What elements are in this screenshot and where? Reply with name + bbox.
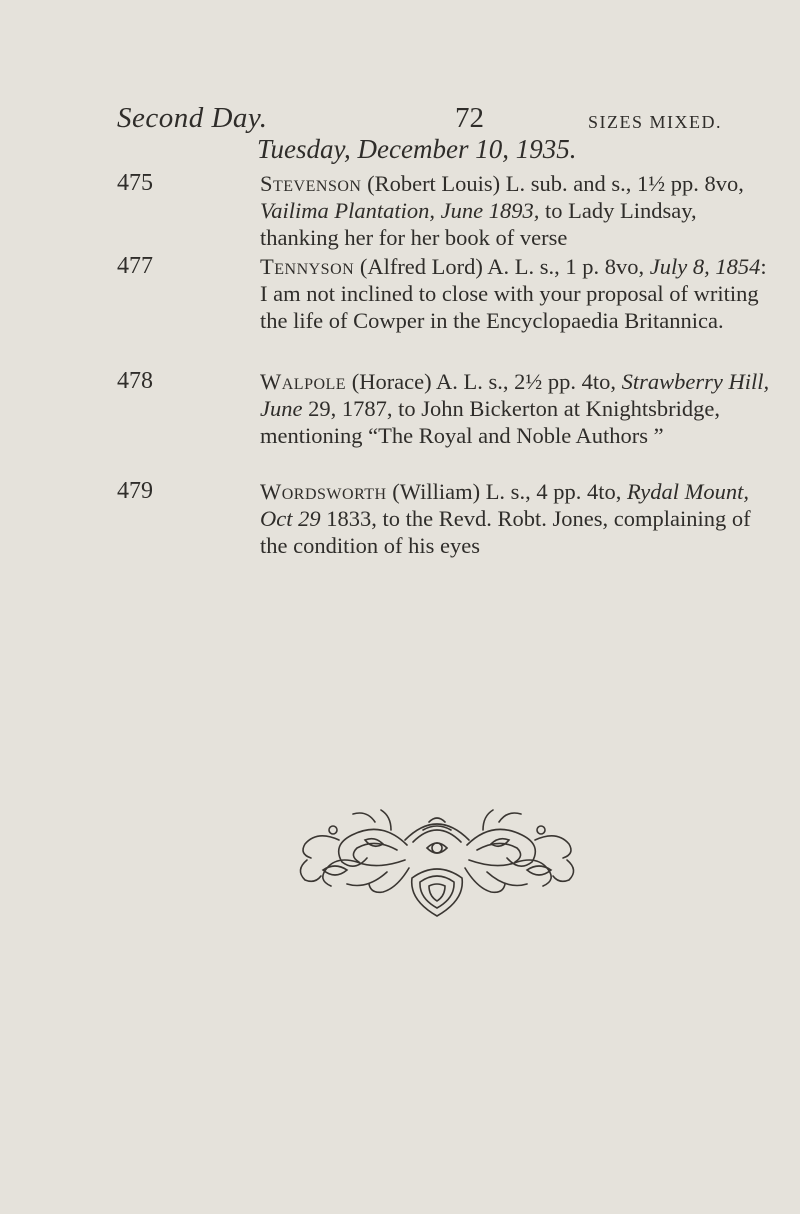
lot-rest: 29, 1787, to John Bickerton at Knightsbridge, mentioning “The Royal and Noble Authors ” xyxy=(260,396,720,448)
lot-author: Stevenson xyxy=(260,171,362,196)
lot-place-date: Vailima Plantation, June 1893, xyxy=(260,198,540,223)
lot-place-date: Strawberry Hill, June xyxy=(260,369,770,421)
lot-number: 477 xyxy=(117,253,153,279)
lot-details: (Alfred Lord) A. L. s., 1 p. 8vo, xyxy=(354,254,650,279)
lot-description xyxy=(260,478,780,559)
lot-details: (Robert Louis) L. sub. and s., 1½ pp. 8vo, xyxy=(361,171,744,196)
page-number: 72 xyxy=(455,102,484,134)
lot-author: Wordsworth xyxy=(260,479,387,504)
lot-details: (William) L. s., 4 pp. 4to, xyxy=(386,479,627,504)
lot-author: Tennyson xyxy=(260,254,355,279)
lot-quote: I am not inclined to close with your proposal of writing the life of Cowper in the Encyclopaedia Britannica. xyxy=(260,281,759,333)
lot-place-date: Rydal Mount, Oct 29 xyxy=(260,479,750,531)
lot-details: (Horace) A. L. s., 2½ pp. 4to, xyxy=(346,369,622,394)
header-day: Second Day. xyxy=(117,102,268,134)
lot-rest: to Lady Lindsay, thanking her for her book of verse xyxy=(260,198,697,250)
lot-rest: 1833, to the Revd. Robt. Jones, complaining of the condition of his eyes xyxy=(260,506,751,558)
lot-number: 475 xyxy=(117,170,153,196)
header-date: Tuesday, December 10, 1935. xyxy=(257,134,577,164)
lot-description xyxy=(260,170,780,251)
floral-ornament-icon xyxy=(287,800,587,920)
header-section: SIZES MIXED. xyxy=(588,112,722,132)
lot-author: Walpole xyxy=(260,369,347,394)
lot-place-date: July 8, 1854 xyxy=(649,254,761,279)
lot-number: 478 xyxy=(117,368,153,394)
lot-description xyxy=(260,368,780,449)
lot-description xyxy=(260,253,780,334)
lot-rest: : xyxy=(760,254,767,279)
lot-number: 479 xyxy=(117,478,153,504)
